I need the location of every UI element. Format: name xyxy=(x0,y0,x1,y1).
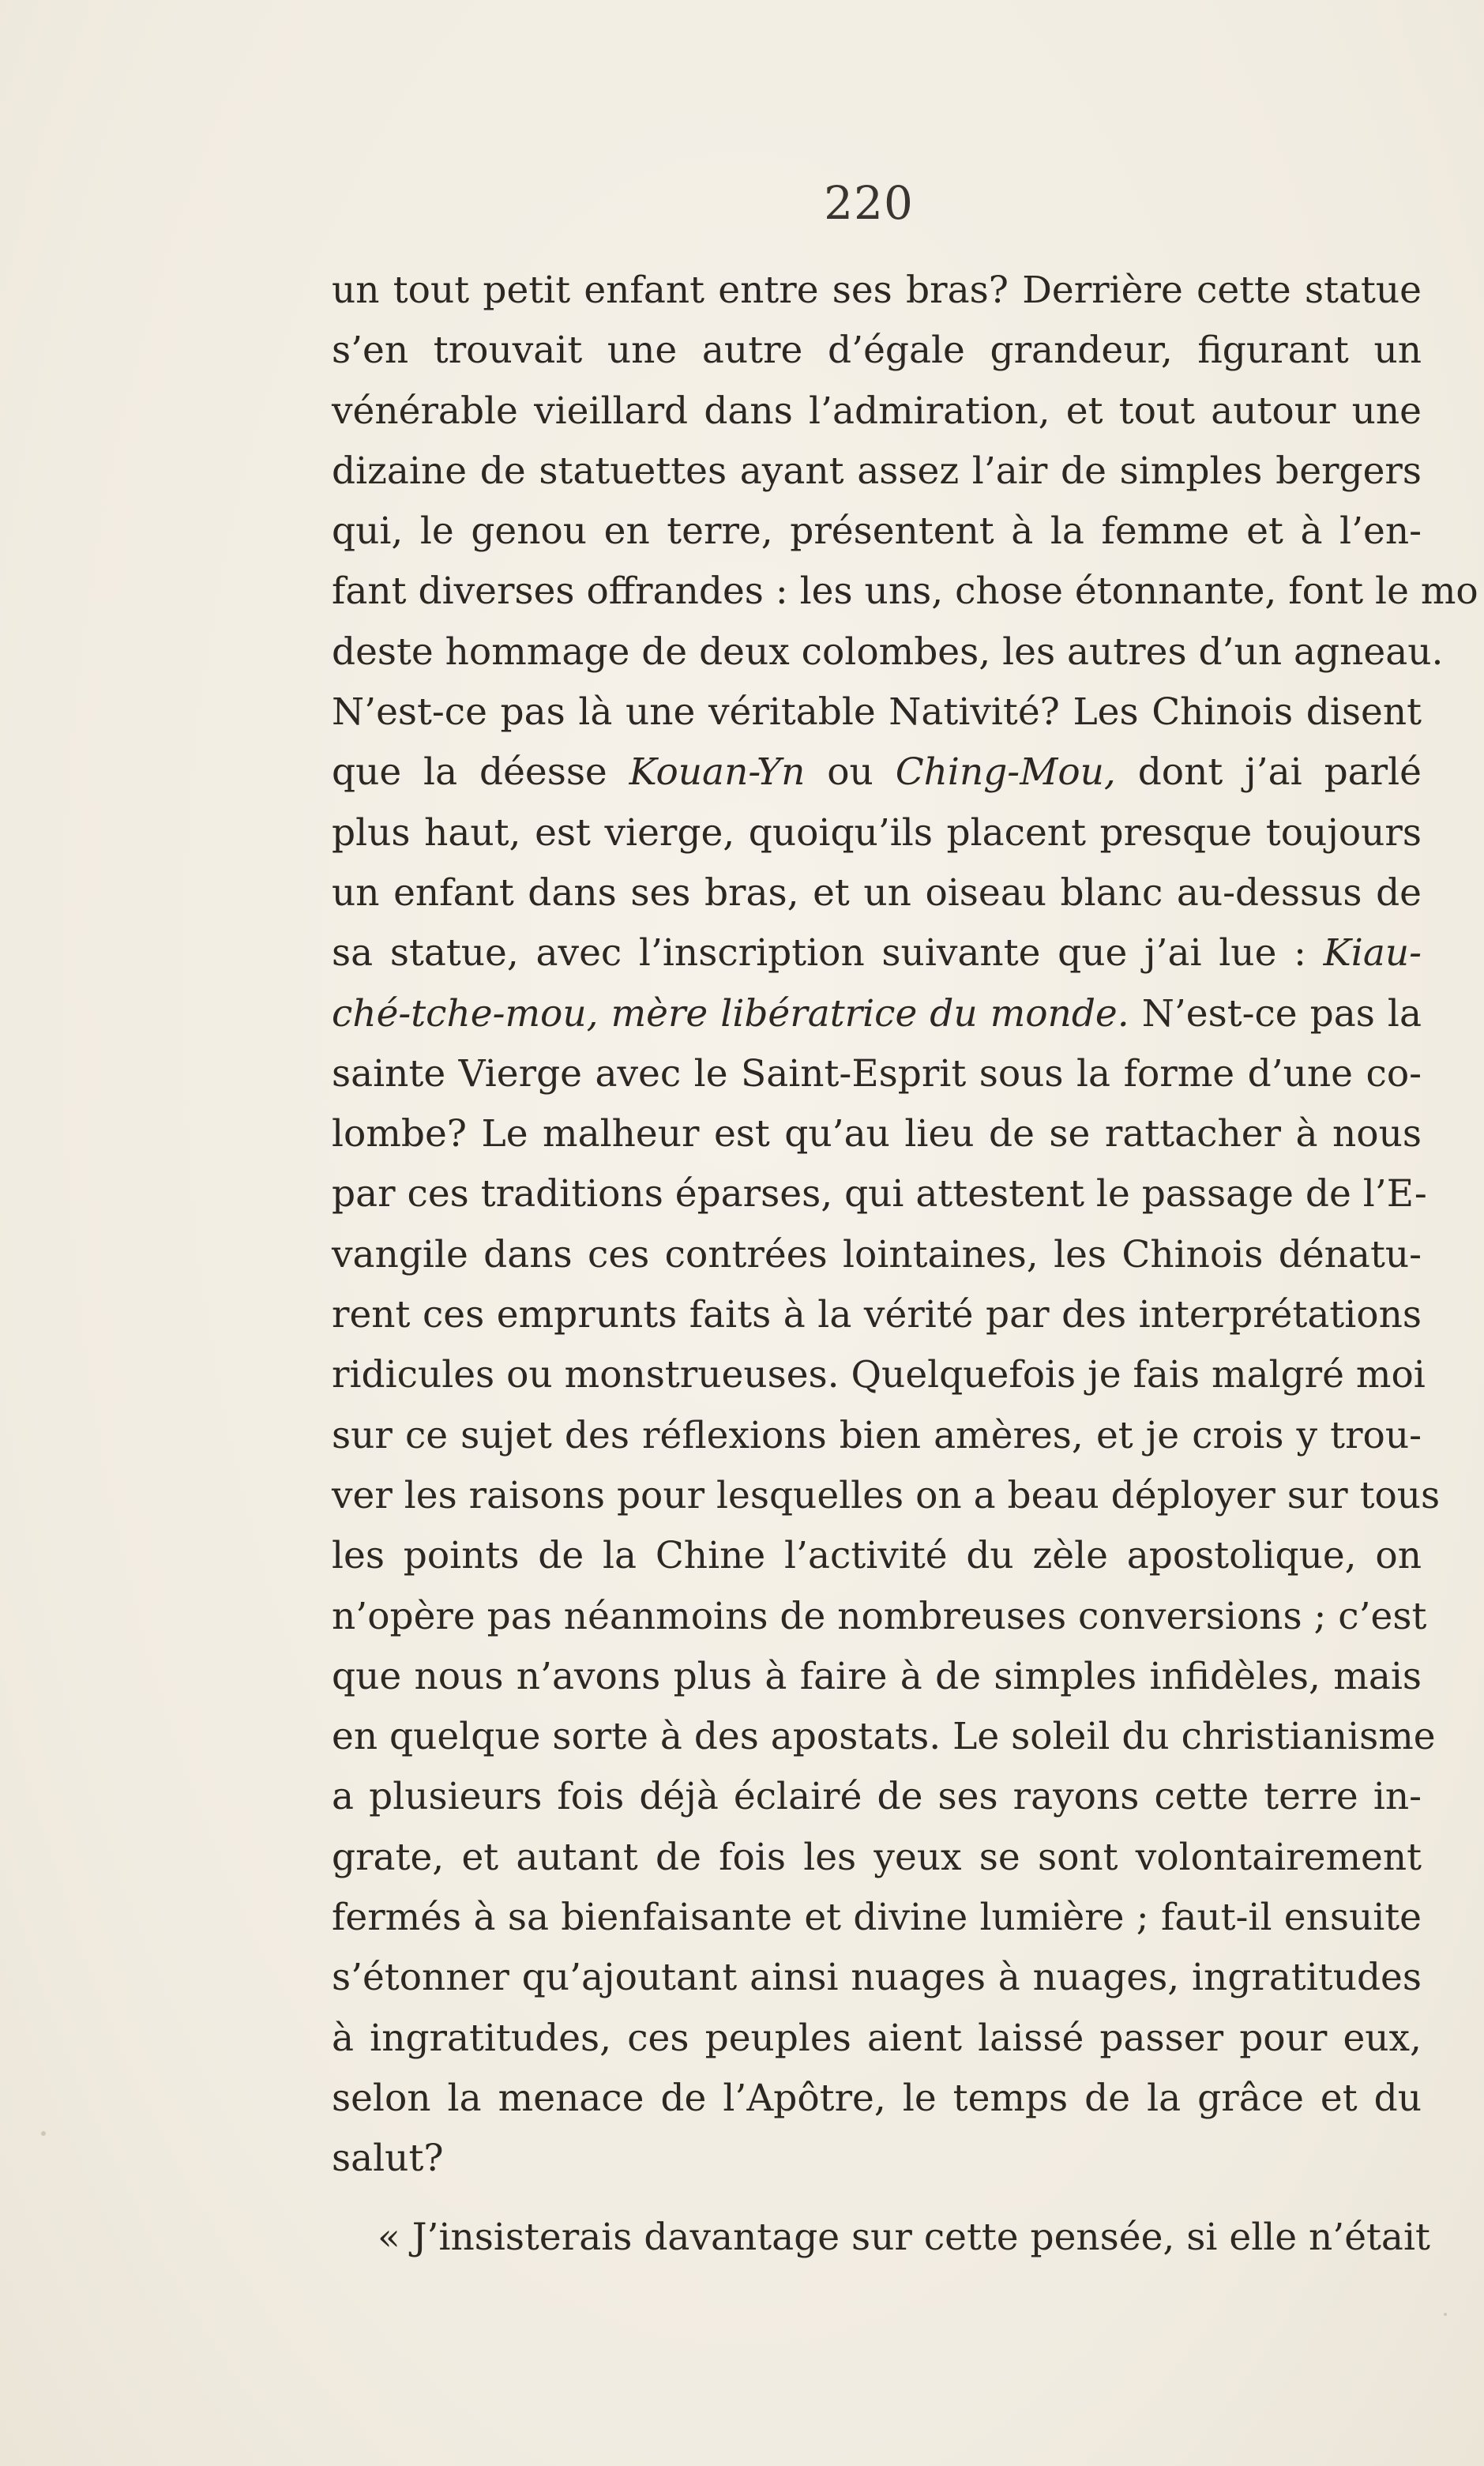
text-line xyxy=(332,2009,1422,2069)
paragraph-1 xyxy=(332,261,1478,2190)
text-line xyxy=(378,2208,1430,2268)
text-line xyxy=(332,984,1422,1044)
italic-text: Kiau- xyxy=(1323,931,1422,975)
text-span: lombe? Le malheur est qu’au lieu de se rattacher à nous xyxy=(332,1112,1422,1156)
paper-speck xyxy=(1444,2313,1447,2316)
text-span: deste hommage de deux colombes, les autres d’un agneau. xyxy=(332,630,1444,674)
text-span: que la déesse xyxy=(332,750,629,795)
text-span: ridicules ou monstrueuses. Quelquefois je fais malgré moi xyxy=(332,1353,1426,1397)
paragraph-2 xyxy=(378,2208,1430,2268)
text-line xyxy=(332,803,1422,863)
text-span: sainte Vierge avec le Saint-Esprit sous la forme d’une co- xyxy=(332,1051,1422,1096)
text-line xyxy=(332,682,1422,742)
text-line xyxy=(332,502,1422,562)
text-span: fant diverses offrandes : les uns, chose étonnante, font le mo xyxy=(332,570,1478,614)
text-line xyxy=(332,742,1422,803)
text-span: fermés à sa bienfaisante et divine lumière ; faut-il ensuite xyxy=(332,1896,1422,1940)
text-span: n’opère pas néanmoins de nombreuses conversions ; c’est xyxy=(332,1594,1427,1638)
page-number: 220 xyxy=(824,176,914,230)
text-line xyxy=(332,261,1422,321)
text-line xyxy=(332,1345,1426,1405)
text-line xyxy=(332,622,1444,682)
text-span: un tout petit enfant entre ses bras? Derrière cette statue xyxy=(332,269,1422,312)
text-span: vénérable vieillard dans l’admiration, et tout autour une xyxy=(332,389,1422,433)
text-span: dont j’ai parlé xyxy=(1115,750,1422,795)
text-span: un enfant dans ses bras, et un oiseau blanc au-dessus de xyxy=(332,870,1422,915)
text-span: rent ces emprunts faits à la vérité par des interprétations xyxy=(332,1293,1422,1337)
text-span: plus haut, est vierge, quoiqu’ils placent presque toujours xyxy=(332,810,1422,855)
text-span: qui, le genou en terre, présentent à la femme et à l’en- xyxy=(332,509,1422,554)
text-line xyxy=(332,1466,1441,1526)
text-line xyxy=(332,1647,1422,1707)
text-line xyxy=(332,321,1422,381)
text-span: s’en trouvait une autre d’égale grandeur, figurant un xyxy=(332,329,1422,373)
text-line xyxy=(332,1225,1422,1285)
text-line xyxy=(332,863,1422,923)
text-line xyxy=(332,1828,1422,1888)
text-line xyxy=(332,1767,1422,1827)
text-span: à ingratitudes, ces peuples aient laissé passer pour eux, xyxy=(332,2016,1422,2060)
text-span: s’étonner qu’ajoutant ainsi nuages à nuages, ingratitudes xyxy=(332,1956,1422,2000)
text-span: dizaine de statuettes ayant assez l’air de simples bergers xyxy=(332,449,1422,493)
text-line xyxy=(332,1948,1422,2008)
text-line xyxy=(332,562,1478,622)
text-line xyxy=(332,1104,1422,1164)
text-span: les points de la Chine l’activité du zèle apostolique, on xyxy=(332,1534,1422,1578)
text-span: selon la menace de l’Apôtre, le temps de la grâce et du xyxy=(332,2076,1422,2120)
text-line xyxy=(332,1044,1422,1104)
text-line xyxy=(332,1587,1427,1647)
text-span: que nous n’avons plus à faire à de simples infidèles, mais xyxy=(332,1654,1422,1698)
text-line xyxy=(332,923,1422,983)
italic-text: Ching-Mou, xyxy=(895,750,1116,795)
text-line xyxy=(332,442,1422,502)
text-span: N’est-ce pas là une véritable Nativité? Les Chinois disent xyxy=(332,690,1422,735)
text-span: salut? xyxy=(332,2137,444,2181)
text-line xyxy=(332,1406,1422,1466)
text-span: vangile dans ces contrées lointaines, les Chinois dénatu- xyxy=(332,1232,1422,1276)
text-span: a plusieurs fois déjà éclairé de ses rayons cette terre in- xyxy=(332,1775,1422,1819)
paper-speck xyxy=(41,2131,46,2136)
text-line xyxy=(332,1888,1422,1948)
text-line xyxy=(332,1707,1436,1767)
text-span: N’est-ce pas la xyxy=(1129,991,1422,1036)
italic-text: Kouan-Yn xyxy=(629,750,806,795)
text-span: « J’insisterais davantage sur cette pensée, si elle n’était xyxy=(378,2216,1430,2259)
text-line xyxy=(332,1164,1427,1224)
text-line xyxy=(332,1526,1422,1586)
text-line xyxy=(332,2069,1422,2129)
text-span: par ces traditions éparses, qui attestent le passage de l’E- xyxy=(332,1172,1427,1216)
text-span: ou xyxy=(805,750,896,795)
text-span: grate, et autant de fois les yeux se sont volontairement xyxy=(332,1835,1422,1879)
text-span: sur ce sujet des réflexions bien amères, et je crois y trou- xyxy=(332,1413,1422,1457)
text-span: sa statue, avec l’inscription suivante que j’ai lue : xyxy=(332,931,1324,975)
text-span: en quelque sorte à des apostats. Le soleil du christianisme xyxy=(332,1715,1436,1759)
text-line xyxy=(332,2129,1422,2189)
text-span: ver les raisons pour lesquelles on a beau déployer sur tous xyxy=(332,1473,1441,1517)
text-line xyxy=(332,382,1422,442)
text-line xyxy=(332,1285,1422,1345)
italic-text: ché-tche-mou, mère libératrice du monde. xyxy=(332,991,1129,1036)
